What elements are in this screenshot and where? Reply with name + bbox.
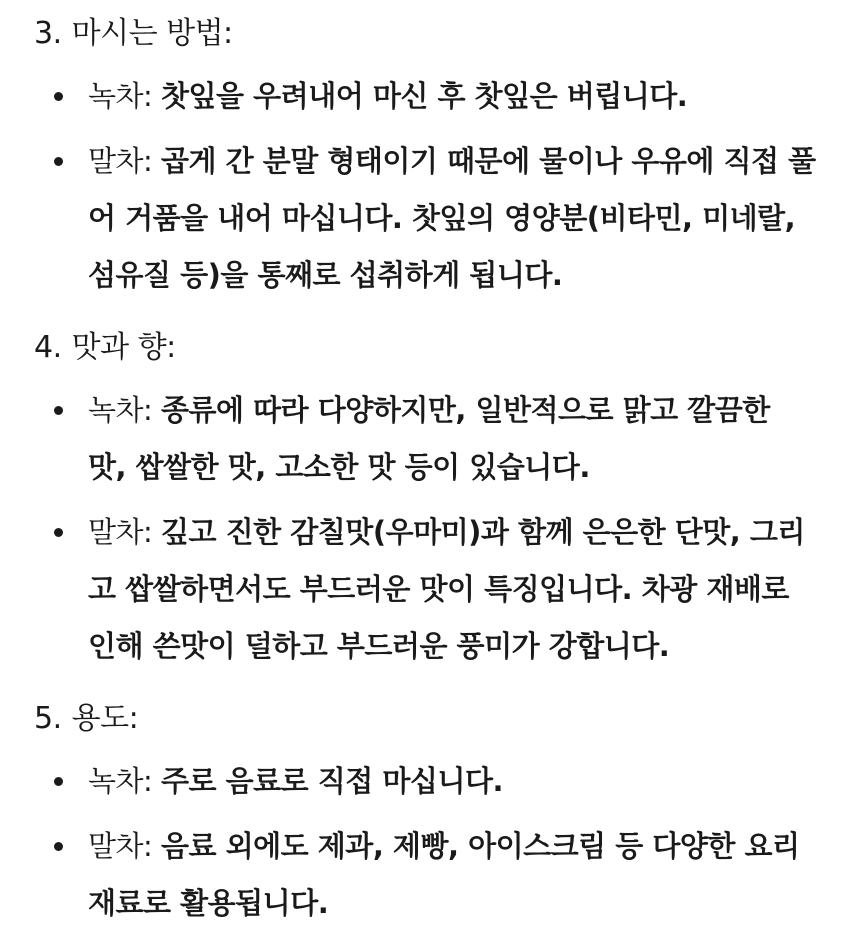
bullet-list — [34, 382, 816, 675]
bullet-list — [34, 68, 816, 304]
section-number: 5. — [34, 701, 62, 736]
section-title: 맛과 향: — [71, 330, 176, 365]
section-number: 3. — [34, 16, 62, 51]
item-label: 녹차: — [88, 764, 153, 798]
bullet-icon — [54, 92, 63, 101]
bullet-icon — [54, 842, 63, 851]
item-label: 말차: — [88, 144, 153, 178]
section-heading — [34, 693, 816, 745]
section-title: 용도: — [71, 701, 139, 736]
bullet-icon — [54, 528, 63, 537]
list-item — [34, 382, 816, 496]
bullet-icon — [54, 777, 63, 786]
section-heading — [34, 322, 816, 374]
item-text: 음료 외에도 제과, 제빵, 아이스크림 등 다양한 요리 재료로 활용됩니다. — [88, 829, 800, 920]
bullet-list — [34, 753, 816, 932]
list-item — [34, 818, 816, 932]
item-text: 곱게 간 분말 형태이기 때문에 물이나 우유에 직접 풀어 거품을 내어 마십니다. 찻잎의 영양분(비타민, 미네랄, 섬유질 등)을 통째로 섭취하게 됩니다. — [88, 144, 816, 292]
section-title: 마시는 방법: — [71, 16, 233, 51]
section-number: 4. — [34, 330, 62, 365]
item-text: 주로 음료로 직접 마십니다. — [161, 764, 503, 798]
section-usage — [34, 693, 816, 932]
list-item — [34, 504, 816, 675]
item-text: 찻잎을 우려내어 마신 후 찻잎은 버립니다. — [161, 79, 688, 113]
list-item — [34, 133, 816, 304]
item-label: 말차: — [88, 829, 153, 863]
bullet-icon — [54, 157, 63, 166]
list-item — [34, 68, 816, 125]
bullet-icon — [54, 406, 63, 415]
section-drinking-method — [34, 8, 816, 304]
list-item — [34, 753, 816, 810]
section-heading — [34, 8, 816, 60]
item-label: 녹차: — [88, 393, 153, 427]
section-taste-aroma — [34, 322, 816, 675]
item-label: 녹차: — [88, 79, 153, 113]
item-text: 종류에 따라 다양하지만, 일반적으로 맑고 깔끔한 맛, 쌉쌀한 맛, 고소한 맛 등이 있습니다. — [88, 393, 770, 484]
item-label: 말차: — [88, 515, 153, 549]
item-text: 깊고 진한 감칠맛(우마미)과 함께 은은한 단맛, 그리고 쌉쌀하면서도 부드러운 맛이 특징입니다. 차광 재배로 인해 쓴맛이 덜하고 부드러운 풍미가 강합니다. — [88, 515, 805, 663]
